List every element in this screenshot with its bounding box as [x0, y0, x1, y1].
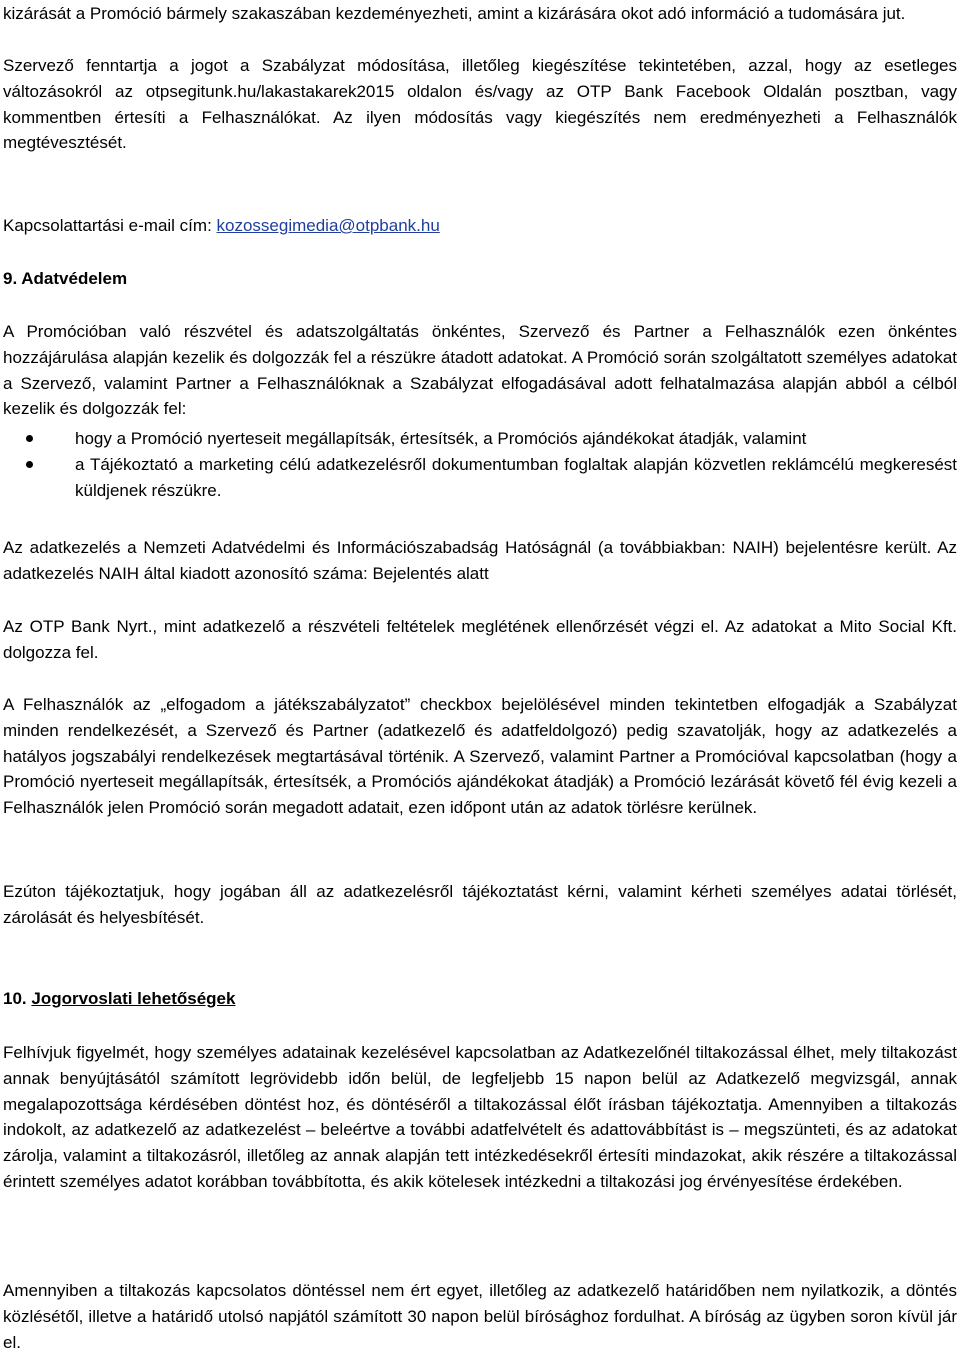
section-9-heading: 9. Adatvédelem	[3, 269, 128, 288]
paragraph-exclusion: kizárását a Promóció bármely szakaszában kezdeményezheti, amint a kizárására okot adó információ a tudomására jut.	[3, 4, 906, 23]
section-9-paragraph-3: Az OTP Bank Nyrt., mint adatkezelő a részvételi feltételek meglétének ellenőrzését végzi el. Az adatokat a Mito Social Kft. dolgozza fel.	[3, 617, 957, 662]
section-9-paragraph-4: A Felhasználók az „elfogadom a játékszabályzatot” checkbox bejelölésével minden tekintetben elfogadják a Szabályzat minden rendelkezését, a Szervező és Partner (adatkezelő és adatfeldolgozó) pedig szavatolják, hogy az adatkezelés a hatályos jogszabályi rendelkezések megtartásával történik. A Szervező, valamint Partner a Promócióval kapcsolatban (hogy a Promóció nyerteseit megállapítsák, értesítsék, a Promóciós ajándékokat átadják) a Promóció lezárását követő fél évig kezeli a Felhasználók jelen Promóció során megadott adatait, ezen időpont után az adatok törlésre kerülnek.	[3, 695, 957, 818]
section-10-number: 10.	[3, 989, 27, 1008]
contact-line	[3, 213, 957, 239]
section-9-paragraph-2: Az adatkezelés a Nemzeti Adatvédelmi és Információszabadság Hatóságnál (a továbbiakban: NAIH) bejelentésre került. Az adatkezelés NAIH által kiadott azonosító száma: Bejelentés alatt	[3, 538, 957, 583]
section-10-heading	[3, 986, 235, 1012]
purpose-list	[3, 426, 957, 503]
section-9-paragraph-1: A Promócióban való részvétel és adatszolgáltatás önkéntes, Szervező és Partner a Felhasználók ezen önkéntes hozzájárulása alapján kezelik és dolgozzák fel a részükre átadott adatokat. A Promóció során szolgáltatott személyes adatokat a Szervező, valamint Partner a Felhasználóknak a Szabályzat elfogadásával adott felhatalmazása alapján abból a célból kezelik és dolgozzák fel:	[3, 322, 957, 419]
contact-label: Kapcsolattartási e-mail cím:	[3, 216, 217, 235]
list-item: a Tájékoztató a marketing célú adatkezelésről dokumentumban foglaltak alapján közvetlen reklámcélú megkeresést küldjenek részükre.	[3, 452, 957, 504]
bullet-icon	[26, 435, 33, 442]
paragraph-modification: Szervező fenntartja a jogot a Szabályzat módosítása, illetőleg kiegészítése tekintetében, azzal, hogy az esetleges változásokról az otpsegitunk.hu/lakastakarek2015 oldalon és/vagy az OTP Bank Facebook Oldalán posztban, vagy kommentben értesíti a Felhasználókat. Az ilyen módosítás vagy kiegészítés nem eredményezheti a Felhasználók megtévesztését.	[3, 56, 957, 153]
section-9-paragraph-5: Ezúton tájékoztatjuk, hogy jogában áll az adatkezelésről tájékoztatást kérni, valamint kérheti személyes adatai törlését, zárolását és helyesbítését.	[3, 882, 957, 927]
section-10-paragraph-1: Felhívjuk figyelmét, hogy személyes adatainak kezelésével kapcsolatban az Adatkezelőnél tiltakozással élhet, mely tiltakozást annak benyújtásától számított legrövidebb időn belül, de legfeljebb 15 napon belül az Adatkezelő megvizsgál, annak megalapozottsága kérdésében döntést hoz, és döntéséről a tiltakozással élőt írásban tájékoztatja. Amennyiben a tiltakozás indokolt, az adatkezelő az adatkezelést – beleértve a további adatfelvételt és adattovábbítást is – megszünteti, és az adatokat zárolja, valamint a tiltakozásról, illetőleg az annak alapján tett intézkedésekről értesíti mindazokat, akik részére a tiltakozással érintett személyes adatot korábban továbbította, és akik kötelesek intézkedni a tiltakozási jog érvényesítése érdekében.	[3, 1043, 957, 1191]
contact-email-link[interactable]: kozossegimedia@otpbank.hu	[216, 216, 440, 235]
list-item: hogy a Promóció nyerteseit megállapítsák, értesítsék, a Promóciós ajándékokat átadják, valamint	[3, 426, 957, 452]
section-10-title: Jogorvoslati lehetőségek	[31, 989, 236, 1008]
bullet-icon	[26, 461, 33, 468]
section-10-paragraph-2: Amennyiben a tiltakozás kapcsolatos döntéssel nem ért egyet, illetőleg az adatkezelő határidőben nem nyilatkozik, a döntés közlésétől, illetve a határidő utolsó napjától számított 30 napon belül bírósághoz fordulhat. A bíróság az ügyben soron kívül jár el.	[3, 1281, 957, 1352]
